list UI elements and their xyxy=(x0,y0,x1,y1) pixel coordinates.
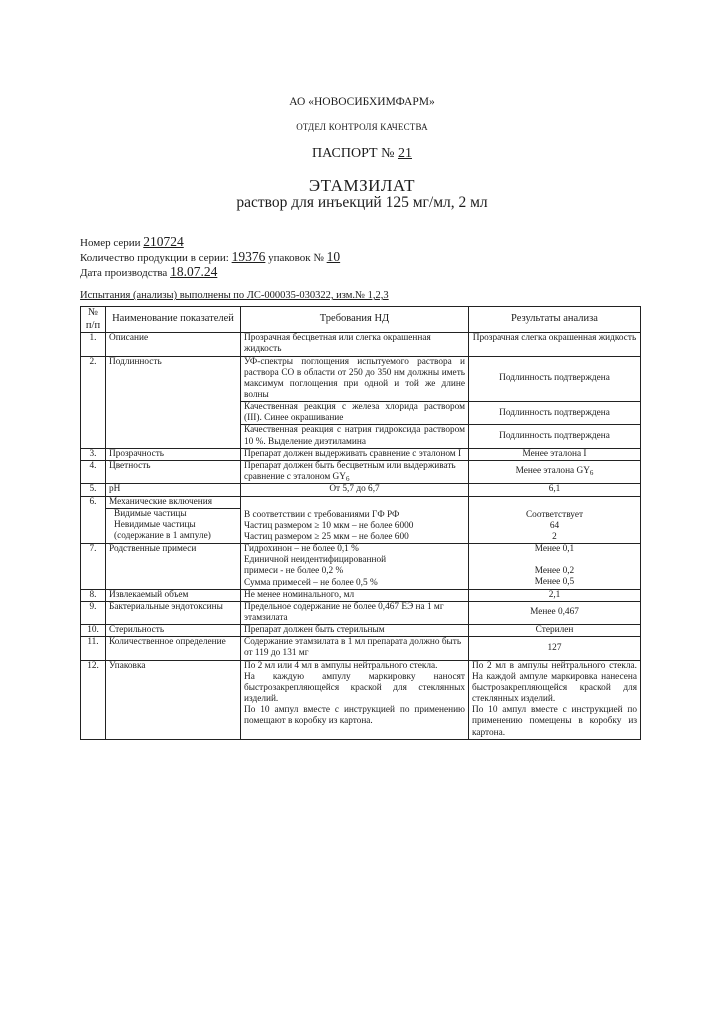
table-row xyxy=(81,484,641,496)
table-row xyxy=(81,601,641,624)
row-number: 11. xyxy=(81,637,106,660)
result-line: Менее 0,1 xyxy=(534,544,575,555)
result-cell: Подлинность подтверждена xyxy=(469,425,641,448)
table-row xyxy=(81,637,641,660)
quantity-line xyxy=(80,249,340,265)
organization-name: АО «НОВОСИБХИМФАРМ» xyxy=(289,96,435,108)
row-number: 5. xyxy=(81,484,106,496)
requirement-cell: Препарат должен выдерживать сравнение с эталоном I xyxy=(241,448,469,460)
result-paragraph: По 2 мл в ампулы нейтрального стекла. На каждой ампуле маркировка нанесена быстрозакрепляющейся краской для стеклянных изделий. xyxy=(472,660,637,705)
header-requirement: Требования НД xyxy=(241,307,469,333)
indicator-name xyxy=(106,496,241,543)
tests-note: Испытания (анализы) выполнены по ЛС-000035-030322, изм.№ 1,2,3 xyxy=(80,290,389,301)
requirement-line: Гидрохинон – не более 0,1 % xyxy=(244,544,359,555)
indicator-name: pH xyxy=(106,484,241,496)
indicator-name: Подлинность xyxy=(106,356,241,448)
quantity-value: 19376 xyxy=(231,249,266,264)
table-row xyxy=(81,448,641,460)
requirement-cell: Прозрачная бесцветная или слегка окрашенная жидкость xyxy=(241,333,469,356)
result-line: Менее 0,5 xyxy=(534,577,575,588)
indicator-name: Бактериальные эндотоксины xyxy=(106,601,241,624)
result-line: 64 xyxy=(549,520,560,531)
result-cell: Стерилен xyxy=(469,625,641,637)
table-row xyxy=(81,496,641,543)
passport-number: 21 xyxy=(397,146,412,161)
series-line xyxy=(80,234,184,250)
department-name: ОТДЕЛ КОНТРОЛЯ КАЧЕСТВА xyxy=(296,122,428,132)
row-number: 10. xyxy=(81,625,106,637)
result-text: Менее эталона GY xyxy=(515,466,590,477)
indicator-main: Механические включения xyxy=(106,497,240,509)
result-line: Менее 0,2 xyxy=(534,566,575,577)
requirement-paragraph: По 10 ампул вместе с инструкцией по применению помещают в коробку из картона. xyxy=(244,705,465,727)
table-row xyxy=(81,544,641,590)
requirement-paragraph: На каждую ампулу маркировку наносят быстрозакрепляющейся краской для стеклянных изделий. xyxy=(244,671,465,705)
requirement-cell: Качественная реакция с натрия гидроксида раствором 10 %. Выделение диэтиламина xyxy=(241,425,469,448)
result-cell xyxy=(469,496,641,543)
result-line: Соответствует xyxy=(525,509,584,520)
indicator-name: Прозрачность xyxy=(106,448,241,460)
requirement-line: Частиц размером ≥ 10 мкм – не более 6000 xyxy=(244,520,414,531)
requirement-cell: От 5,7 до 6,7 xyxy=(241,484,469,496)
requirement-cell: УФ-спектры поглощения испытуемого раствора и раствора СО в области от 250 до 350 нм должны иметь максимум поглощения при одной и той же длине волны xyxy=(241,356,469,402)
requirement-cell xyxy=(241,460,469,484)
result-cell xyxy=(469,544,641,590)
series-value: 210724 xyxy=(143,234,184,249)
result-subscript: 6 xyxy=(589,469,594,478)
product-name: ЭТАМЗИЛАТ xyxy=(308,176,416,195)
indicator-note: (содержание в 1 ампуле) xyxy=(114,531,211,542)
result-cell: Прозрачная слегка окрашенная жидкость xyxy=(469,333,641,356)
indicator-invisible: Невидимые частицы xyxy=(114,519,196,530)
indicator-name: Количественное определение xyxy=(106,637,241,660)
result-spacer xyxy=(472,555,637,566)
requirement-line: Сумма примесей – не более 0,5 % xyxy=(244,577,378,588)
requirement-line: В соответствии с требованиями ГФ РФ xyxy=(244,509,400,520)
header-num: № п/п xyxy=(81,307,106,333)
row-number: 1. xyxy=(81,333,106,356)
passport-label: ПАСПОРТ № xyxy=(312,146,395,161)
requirement-cell: Качественная реакция с железа хлорида раствором (III). Синее окрашивание xyxy=(241,402,469,425)
header-indicator: Наименование показателей xyxy=(106,307,241,333)
table-row xyxy=(81,660,641,739)
row-number: 9. xyxy=(81,601,106,624)
date-value: 18.07.24 xyxy=(170,264,218,279)
table-row xyxy=(81,460,641,484)
result-cell: 6,1 xyxy=(469,484,641,496)
row-number: 7. xyxy=(81,544,106,590)
table-row xyxy=(81,356,641,402)
dosage-form: раствор для инъекций 125 мг/мл, 2 мл xyxy=(236,194,488,211)
table-row xyxy=(81,625,641,637)
row-number: 8. xyxy=(81,589,106,601)
requirement-cell: Предельное содержание не более 0,467 ЕЭ на 1 мг этамзилата xyxy=(241,601,469,624)
row-number: 2. xyxy=(81,356,106,448)
row-number: 4. xyxy=(81,460,106,484)
result-cell xyxy=(469,460,641,484)
requirement-paragraph: По 2 мл или 4 мл в ампулы нейтрального стекла. xyxy=(244,660,438,671)
indicator-visible: Видимые частицы xyxy=(114,508,187,519)
production-date-line xyxy=(80,264,217,280)
series-label: Номер серии xyxy=(80,237,141,249)
row-number: 12. xyxy=(81,660,106,739)
result-cell: Подлинность подтверждена xyxy=(469,402,641,425)
requirement-cell: Содержание этамзилата в 1 мл препарата должно быть от 119 до 131 мг xyxy=(241,637,469,660)
requirement-line: Частиц размером ≥ 25 мкм – не более 600 xyxy=(244,531,409,542)
table-row xyxy=(81,589,641,601)
results-table xyxy=(80,306,641,740)
indicator-name: Извлекаемый объем xyxy=(106,589,241,601)
packages-value: 10 xyxy=(326,249,341,264)
result-cell: 127 xyxy=(469,637,641,660)
table-header-row xyxy=(81,307,641,333)
date-label: Дата производства xyxy=(80,267,168,279)
packages-label: упаковок № xyxy=(268,252,324,264)
indicator-name: Описание xyxy=(106,333,241,356)
requirement-cell xyxy=(241,496,469,543)
header-result: Результаты анализа xyxy=(469,307,641,333)
indicator-name: Цветность xyxy=(106,460,241,484)
requirement-cell xyxy=(241,544,469,590)
result-cell: Менее 0,467 xyxy=(469,601,641,624)
row-number: 3. xyxy=(81,448,106,460)
result-line: 2 xyxy=(552,531,557,542)
result-cell: Подлинность подтверждена xyxy=(469,356,641,402)
indicator-name: Упаковка xyxy=(106,660,241,739)
result-paragraph: По 10 ампул вместе с инструкцией по применению помещены в коробку из картона. xyxy=(472,705,637,738)
table-row xyxy=(81,333,641,356)
indicator-name: Родственные примеси xyxy=(106,544,241,590)
indicator-name: Стерильность xyxy=(106,625,241,637)
result-cell: Менее эталона I xyxy=(469,448,641,460)
requirement-cell xyxy=(241,660,469,739)
result-cell: 2,1 xyxy=(469,589,641,601)
requirement-subscript: 6 xyxy=(346,475,350,484)
requirement-text: Препарат должен быть бесцветным или выдерживать сравнение с эталоном GY xyxy=(244,460,456,483)
requirement-line: примеси - не более 0,2 % xyxy=(244,566,344,577)
requirement-line: Единичной неидентифицированной xyxy=(244,555,387,566)
requirement-cell: Препарат должен быть стерильным xyxy=(241,625,469,637)
row-number: 6. xyxy=(81,496,106,543)
requirement-cell: Не менее номинального, мл xyxy=(241,589,469,601)
quantity-label: Количество продукции в серии: xyxy=(80,252,229,264)
passport-title xyxy=(0,146,724,162)
result-cell xyxy=(469,660,641,739)
